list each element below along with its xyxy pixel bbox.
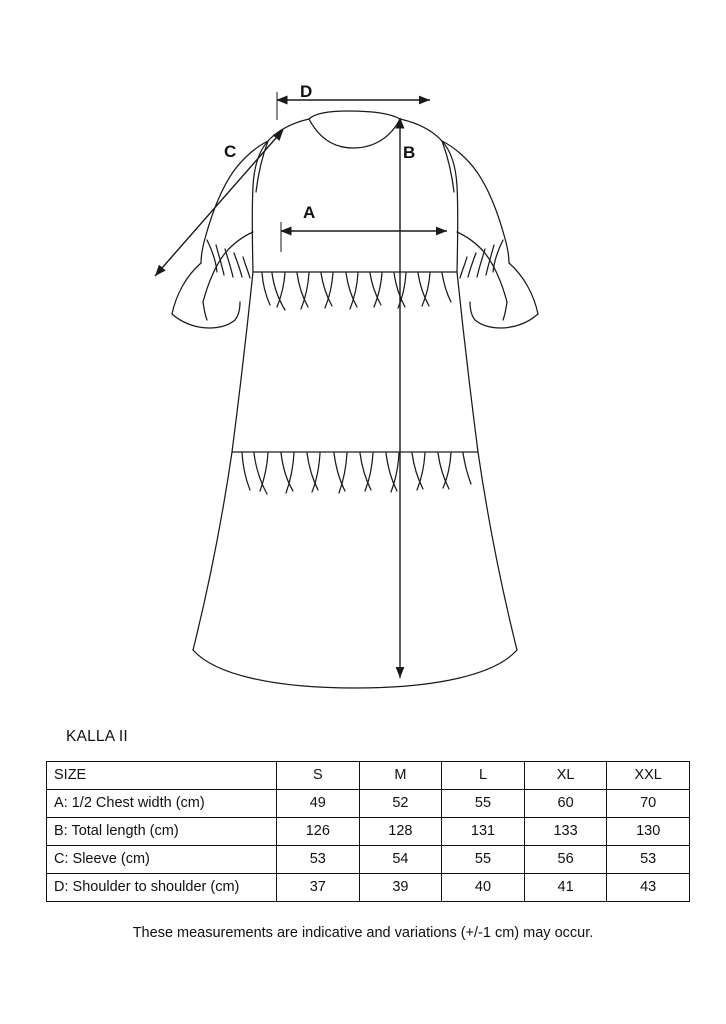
cell-sleeve-xxl: 53 (607, 846, 690, 874)
row-label-total-length: B: Total length (cm) (47, 818, 277, 846)
cell-chest-xl: 60 (524, 790, 607, 818)
row-label-chest-width: A: 1/2 Chest width (cm) (47, 790, 277, 818)
table-header-size: SIZE (47, 762, 277, 790)
dimension-label-a: A (303, 203, 316, 222)
cell-chest-l: 55 (442, 790, 525, 818)
cell-length-s: 126 (277, 818, 360, 846)
table-header-xxl: XXL (607, 762, 690, 790)
table-header-xl: XL (524, 762, 607, 790)
table-row (47, 790, 690, 818)
cell-sleeve-m: 54 (359, 846, 442, 874)
cell-shoulder-xxl: 43 (607, 874, 690, 902)
cell-shoulder-s: 37 (277, 874, 360, 902)
dimension-label-d: D (300, 82, 313, 101)
cell-length-xl: 133 (524, 818, 607, 846)
table-header-s: S (277, 762, 360, 790)
table-header-l: L (442, 762, 525, 790)
cell-sleeve-l: 55 (442, 846, 525, 874)
cell-length-l: 131 (442, 818, 525, 846)
cell-shoulder-m: 39 (359, 874, 442, 902)
cell-chest-s: 49 (277, 790, 360, 818)
table-header-m: M (359, 762, 442, 790)
cell-length-m: 128 (359, 818, 442, 846)
row-label-sleeve: C: Sleeve (cm) (47, 846, 277, 874)
table-row (47, 846, 690, 874)
cell-sleeve-xl: 56 (524, 846, 607, 874)
dimension-lines (155, 92, 447, 678)
cell-length-xxl: 130 (607, 818, 690, 846)
size-measurement-table (46, 761, 690, 902)
table-row (47, 874, 690, 902)
cell-chest-xxl: 70 (607, 790, 690, 818)
cell-shoulder-xl: 41 (524, 874, 607, 902)
cell-chest-m: 52 (359, 790, 442, 818)
dimension-label-b: B (403, 143, 416, 162)
cell-sleeve-s: 53 (277, 846, 360, 874)
row-label-shoulder-to-shoulder: D: Shoulder to shoulder (cm) (47, 874, 277, 902)
measurement-footnote: These measurements are indicative and variations (+/-1 cm) may occur. (132, 925, 594, 941)
dimension-label-c: C (224, 142, 237, 161)
table-row (47, 818, 690, 846)
cell-shoulder-l: 40 (442, 874, 525, 902)
table-header-row (47, 762, 690, 790)
dress-outline (172, 111, 538, 688)
product-title: KALLA II (66, 728, 128, 745)
